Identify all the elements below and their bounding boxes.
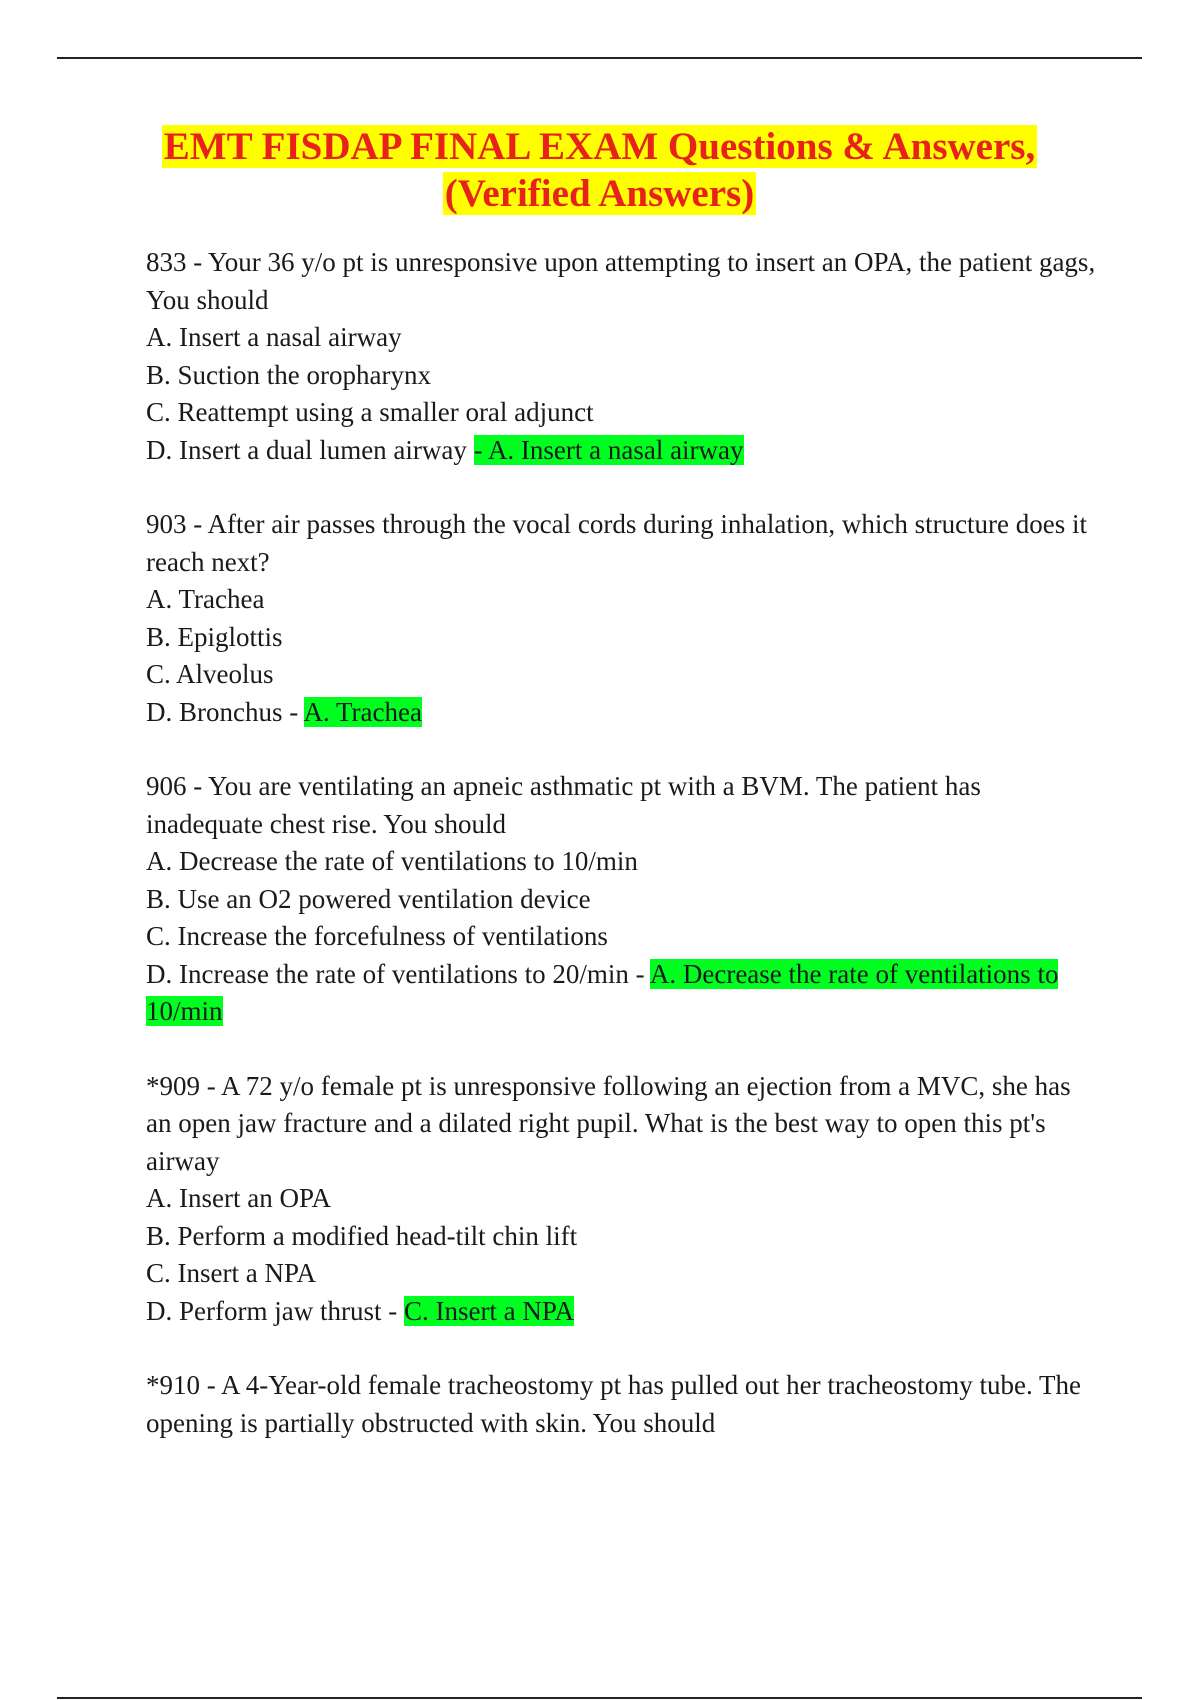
question-stem: 903 - After air passes through the vocal cords during inhalation, which structure does it reach next? (146, 509, 1088, 577)
option-a: A. Decrease the rate of ventilations to 10/min (146, 846, 638, 876)
question-list (146, 244, 1096, 1479)
question-906 (146, 768, 1096, 1031)
option-d-line (146, 432, 1096, 470)
option-d: D. Insert a dual lumen airway (146, 434, 474, 465)
option-b: B. Suction the oropharynx (146, 359, 431, 390)
option-d-line (146, 694, 1096, 732)
top-rule (57, 57, 1142, 59)
option-c: C. Increase the forcefulness of ventilations (146, 921, 608, 951)
question-stem: 833 - Your 36 y/o pt is unresponsive upon attempting to insert an OPA, the patient gags, You should (146, 247, 1096, 315)
option-a: A. Insert a nasal airway (146, 322, 402, 352)
option-a: A. Trachea (146, 584, 265, 614)
option-d: D. Increase the rate of ventilations to 20/min - (146, 958, 650, 989)
question-909 (146, 1068, 1096, 1331)
question-stem: *910 - A 4-Year-old female tracheostomy pt has pulled out her tracheostomy tube. The opening is partially obstructed with skin. You should (146, 1370, 1081, 1438)
question-stem: 906 - You are ventilating an apneic asthmatic pt with a BVM. The patient has inadequate chest rise. You should (146, 771, 981, 839)
question-910 (146, 1367, 1096, 1442)
option-d: D. Perform jaw thrust - (146, 1295, 404, 1326)
question-903 (146, 506, 1096, 731)
question-stem: *909 - A 72 y/o female pt is unresponsive following an ejection from a MVC, she has an open jaw fracture and a dilated right pupil. What is the best way to open this pt's airway (146, 1070, 1071, 1176)
option-c: C. Alveolus (146, 659, 274, 689)
title-line-1: EMT FISDAP FINAL EXAM Questions & Answers, (163, 125, 1036, 168)
answer-highlight: A. Decrease the rate of ventilations to 10/min (146, 958, 1059, 1026)
bottom-rule (57, 1697, 1142, 1699)
option-b: B. Perform a modified head-tilt chin lift (146, 1220, 578, 1251)
option-c: C. Reattempt using a smaller oral adjunct (146, 397, 594, 427)
option-b: B. Epiglottis (146, 621, 283, 652)
answer-highlight: C. Insert a NPA (403, 1295, 574, 1326)
question-833 (146, 244, 1096, 469)
option-a: A. Insert an OPA (146, 1183, 331, 1213)
title-line-2: (Verified Answers) (444, 172, 755, 215)
answer-highlight: - A. Insert a nasal airway (473, 434, 744, 465)
option-d: D. Bronchus - (146, 696, 304, 727)
answer-highlight: A. Trachea (303, 696, 422, 727)
page-title (57, 123, 1142, 217)
option-d-line (146, 956, 1096, 1031)
option-c: C. Insert a NPA (146, 1258, 317, 1288)
option-b: B. Use an O2 powered ventilation device (146, 883, 591, 914)
option-d-line (146, 1293, 1096, 1331)
